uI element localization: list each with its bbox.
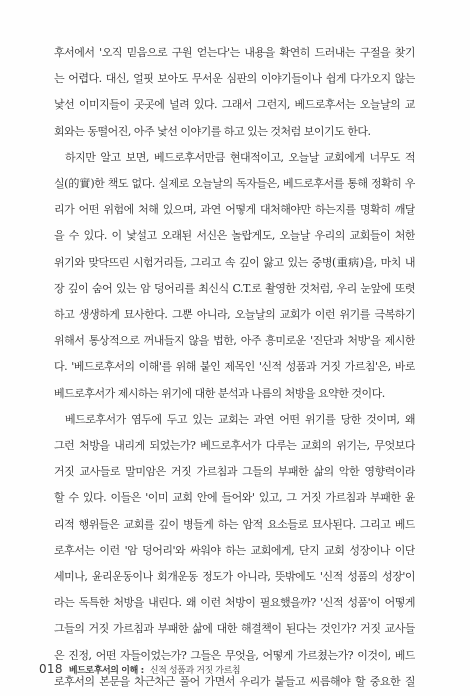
text-line: 은 진정, 어떤 자들이었는가? 그들은 무엇을, 어떻게 가르쳤는가? 이것이, 베드 xyxy=(54,648,415,662)
page-number: 018 xyxy=(39,662,63,676)
text-line: 세미나, 윤리운동이나 회개운동 정도가 아니라, 뜻밖에도 '신적 성품의 성장'이 xyxy=(54,570,415,584)
text-line: 할 수 있다. 이들은 '이미 교회 안에 들어와' 있고, 그 거짓 가르침과 부패한 윤 xyxy=(54,491,415,505)
text-line: 낯선 이미지들이 곳곳에 널려 있다. 그래서 그런지, 베드로후서는 오늘날의 교 xyxy=(54,98,415,112)
text-line: 로후서는 이런 '암 덩어리'와 싸워야 하는 교회에게, 단지 교회 성장이나 이단 xyxy=(54,543,415,557)
text-line: 회와는 동떨어진, 아주 낯선 이야기를 하고 있는 것처럼 보이기도 한다. xyxy=(54,124,371,138)
body-text xyxy=(54,40,415,695)
text-line: 로후서의 본문을 차근차근 풀어 가면서 우리가 붙들고 씨름해야 할 중요한 질 xyxy=(54,674,415,688)
text-line: 거짓 교사들로 말미암은 거짓 가르침과 그들의 부패한 삶의 악한 영향력이라 xyxy=(54,465,415,479)
text-line: 리적 행위들은 교회를 깊이 병들게 하는 암적 요소들로 묘사된다. 그리고 베드 xyxy=(54,517,415,531)
text-line: 하지만 알고 보면, 베드로후서만큼 현대적이고, 오늘날 교회에게 너무도 적 xyxy=(65,150,415,164)
text-line: 리가 어떤 위험에 처해 있으며, 과연 어떻게 대처해야만 하는지를 명확히 깨달 xyxy=(54,203,415,217)
text-line: 그런 처방을 내리게 되었는가? 베드로후서가 다루는 교회의 위기는, 무엇보다 xyxy=(54,439,415,453)
text-line: 하고 생생하게 묘사한다. 그뿐 아니라, 오늘날의 교회가 이런 위기를 극복하기 xyxy=(54,308,415,322)
text-line: 그들의 거짓 가르침과 부패한 삶에 대한 해결책이 된다는 것인가? 거짓 교사들 xyxy=(54,622,415,636)
text-line: 베드로후서가 제시하는 위기에 대한 분석과 나름의 처방을 요약한 것이다. xyxy=(54,386,385,400)
text-line: 을 수 있다. 이 낯설고 오래된 서신은 놀랍게도, 오늘날 우리의 교회들이 처한 xyxy=(54,229,415,243)
text-line: 는 어렵다. 대신, 얼핏 보아도 무서운 심판의 이야기들이나 쉽게 다가오지 않는 xyxy=(54,72,415,86)
text-line: 위해서 통상적으로 꺼내들지 않을 법한, 아주 흥미로운 '진단과 처방'을 제시한 xyxy=(54,334,415,348)
text-line: 장 깊이 숨어 있는 암 덩어리를 최신식 C.T.로 촬영한 것처럼, 우리 눈앞에 또렷 xyxy=(54,281,415,295)
text-line: 라는 독특한 처방을 내린다. 왜 이런 처방이 필요했을까? '신적 성품'이 어떻게 xyxy=(54,596,415,610)
text-line: 위기와 맞닥뜨린 시험거리들, 그리고 속 깊이 앓고 있는 중병(重病)을, 마치 내 xyxy=(54,255,415,269)
text-line: 실(的實)한 책도 없다. 실제로 오늘날의 독자들은, 베드로후서를 통해 정확히 우 xyxy=(54,177,415,191)
text-line: 다. '베드로후서의 이해'를 위해 붙인 제목인 '신적 성품과 거짓 가르침'은, 바로 xyxy=(54,360,415,374)
running-title: 베드로후서의 이해 : xyxy=(68,666,144,676)
page-footer xyxy=(39,662,240,676)
text-line: 후서에서 '오직 믿음으로 구원 얻는다'는 내용을 확연히 드러내는 구절을 찾기 xyxy=(54,46,415,59)
text-line: 베드로후서가 염두에 두고 있는 교회는 과연 어떤 위기를 당한 것이며, 왜 xyxy=(65,412,415,426)
running-subtitle: 신적 성품과 거짓 가르침 xyxy=(149,666,241,676)
